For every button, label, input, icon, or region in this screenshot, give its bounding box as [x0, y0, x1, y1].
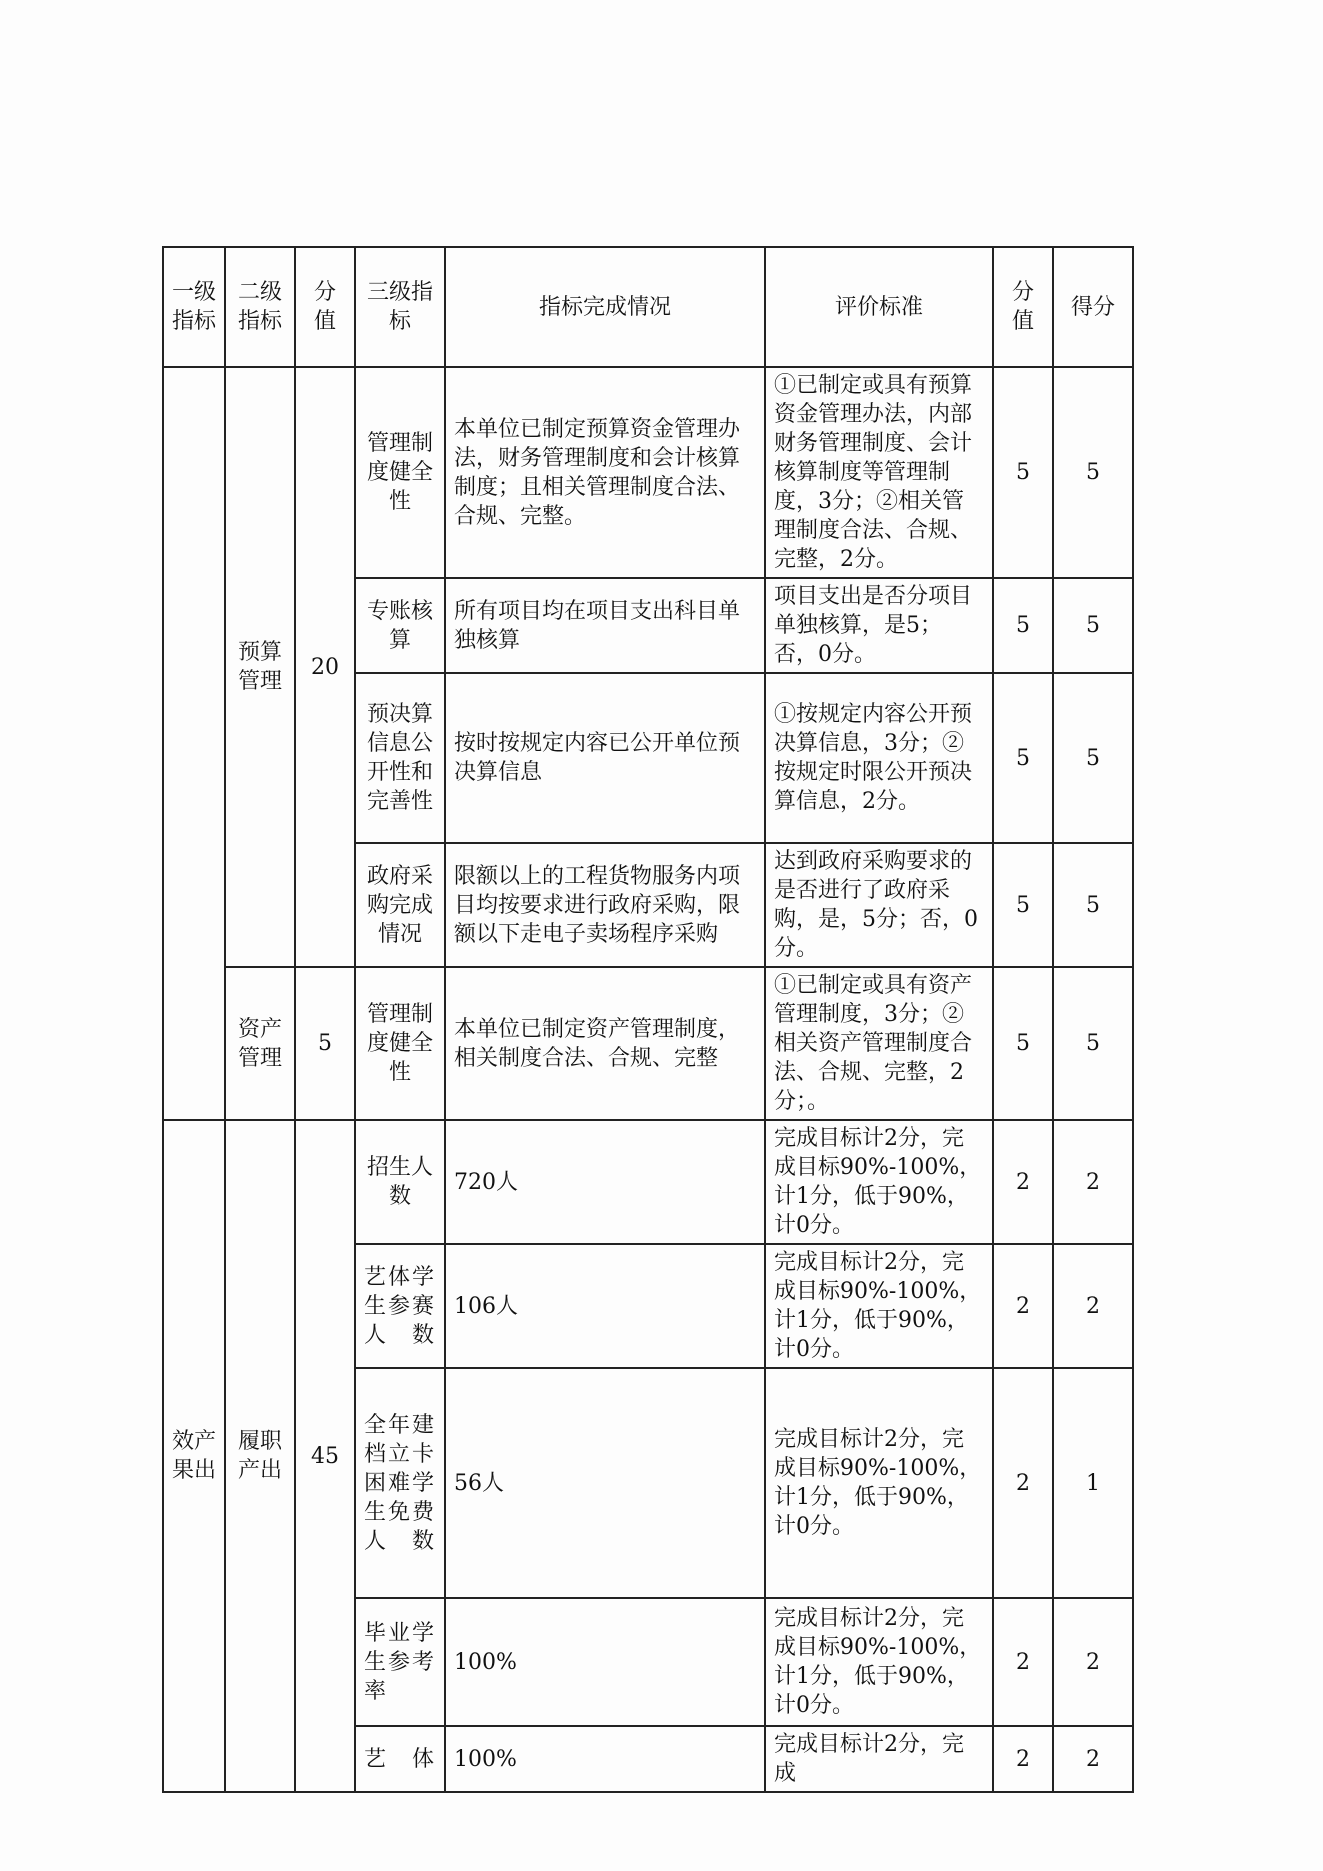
- standard-cell: 完成目标计2分，完成目标90%-100%，计1分，低于90%，计0分。: [765, 1598, 993, 1726]
- level2-budget: 预算管理: [225, 367, 295, 967]
- indicator-cell: 艺体: [355, 1726, 445, 1792]
- weight-cell: 2: [993, 1120, 1053, 1244]
- standard-cell: 达到政府采购要求的是否进行了政府采购，是，5分；否，0分。: [765, 843, 993, 967]
- score-cell: 2: [1053, 1120, 1133, 1244]
- weight-cell: 5: [993, 967, 1053, 1120]
- header-completion: 指标完成情况: [445, 247, 765, 367]
- level1-output-effect: 效产果出: [163, 1120, 225, 1792]
- weight-cell: 5: [993, 578, 1053, 673]
- performance-evaluation-table: [162, 246, 1134, 1793]
- indicator-cell: 全年建档立卡困难学生免费人数: [355, 1368, 445, 1598]
- indicator-cell: 招生人数: [355, 1120, 445, 1244]
- indicator-cell: 管理制度健全性: [355, 367, 445, 578]
- table-row: [163, 367, 1133, 578]
- header-score: 得分: [1053, 247, 1133, 367]
- completion-cell: 所有项目均在项目支出科目单独核算: [445, 578, 765, 673]
- indicator-cell: 预决算信息公开性和完善性: [355, 673, 445, 843]
- weight-cell: 5: [993, 673, 1053, 843]
- standard-cell: ①按规定内容公开预决算信息，3分；②按规定时限公开预决算信息，2分。: [765, 673, 993, 843]
- completion-cell: 限额以上的工程货物服务内项目均按要求进行政府采购，限额以下走电子卖场程序采购: [445, 843, 765, 967]
- completion-cell: 100%: [445, 1726, 765, 1792]
- completion-cell: 本单位已制定资产管理制度，相关制度合法、合规、完整: [445, 967, 765, 1120]
- weight-cell: 2: [993, 1244, 1053, 1368]
- standard-cell: 完成目标计2分，完成目标90%-100%，计1分，低于90%，计0分。: [765, 1120, 993, 1244]
- score-cell: 5: [1053, 843, 1133, 967]
- level2-duty-weight: 45: [295, 1120, 355, 1792]
- indicator-cell: 管理制度健全性: [355, 967, 445, 1120]
- header-level2: 二级指标: [225, 247, 295, 367]
- weight-cell: 2: [993, 1368, 1053, 1598]
- weight-cell: 2: [993, 1598, 1053, 1726]
- score-cell: 2: [1053, 1726, 1133, 1792]
- standard-cell: 完成目标计2分，完成目标90%-100%，计1分，低于90%，计0分。: [765, 1244, 993, 1368]
- weight-cell: 2: [993, 1726, 1053, 1792]
- level2-asset-weight: 5: [295, 967, 355, 1120]
- header-row: [163, 247, 1133, 367]
- standard-cell: ①已制定或具有资产管理制度，3分；②相关资产管理制度合法、合规、完整，2分；。: [765, 967, 993, 1120]
- table-row: [163, 1120, 1133, 1244]
- completion-cell: 本单位已制定预算资金管理办法，财务管理制度和会计核算制度；且相关管理制度合法、合规、完整。: [445, 367, 765, 578]
- header-level3: 三级指标: [355, 247, 445, 367]
- standard-cell: 完成目标计2分，完成目标90%-100%，计1分，低于90%，计0分。: [765, 1368, 993, 1598]
- completion-cell: 56人: [445, 1368, 765, 1598]
- score-cell: 5: [1053, 578, 1133, 673]
- score-cell: 2: [1053, 1598, 1133, 1726]
- level1-cell-empty: [163, 367, 225, 1120]
- table-row: [163, 967, 1133, 1120]
- score-cell: 5: [1053, 673, 1133, 843]
- level2-asset: 资产管理: [225, 967, 295, 1120]
- completion-cell: 106人: [445, 1244, 765, 1368]
- completion-cell: 720人: [445, 1120, 765, 1244]
- completion-cell: 100%: [445, 1598, 765, 1726]
- score-cell: 5: [1053, 967, 1133, 1120]
- level2-budget-weight: 20: [295, 367, 355, 967]
- score-cell: 1: [1053, 1368, 1133, 1598]
- indicator-cell: 艺体学生参赛人数: [355, 1244, 445, 1368]
- indicator-cell: 专账核算: [355, 578, 445, 673]
- header-level1: 一级指标: [163, 247, 225, 367]
- header-standard: 评价标准: [765, 247, 993, 367]
- header-weight: 分值: [295, 247, 355, 367]
- standard-cell: 完成目标计2分，完成: [765, 1726, 993, 1792]
- weight-cell: 5: [993, 843, 1053, 967]
- level2-duty-output: 履职产出: [225, 1120, 295, 1792]
- standard-cell: ①已制定或具有预算资金管理办法，内部财务管理制度、会计核算制度等管理制度，3分；②相关管理制度合法、合规、完整，2分。: [765, 367, 993, 578]
- standard-cell: 项目支出是否分项目单独核算，是5；否，0分。: [765, 578, 993, 673]
- weight-cell: 5: [993, 367, 1053, 578]
- header-indicator-weight: 分值: [993, 247, 1053, 367]
- completion-cell: 按时按规定内容已公开单位预决算信息: [445, 673, 765, 843]
- score-cell: 5: [1053, 367, 1133, 578]
- indicator-cell: 毕业学生参考率: [355, 1598, 445, 1726]
- indicator-cell: 政府采购完成情况: [355, 843, 445, 967]
- score-cell: 2: [1053, 1244, 1133, 1368]
